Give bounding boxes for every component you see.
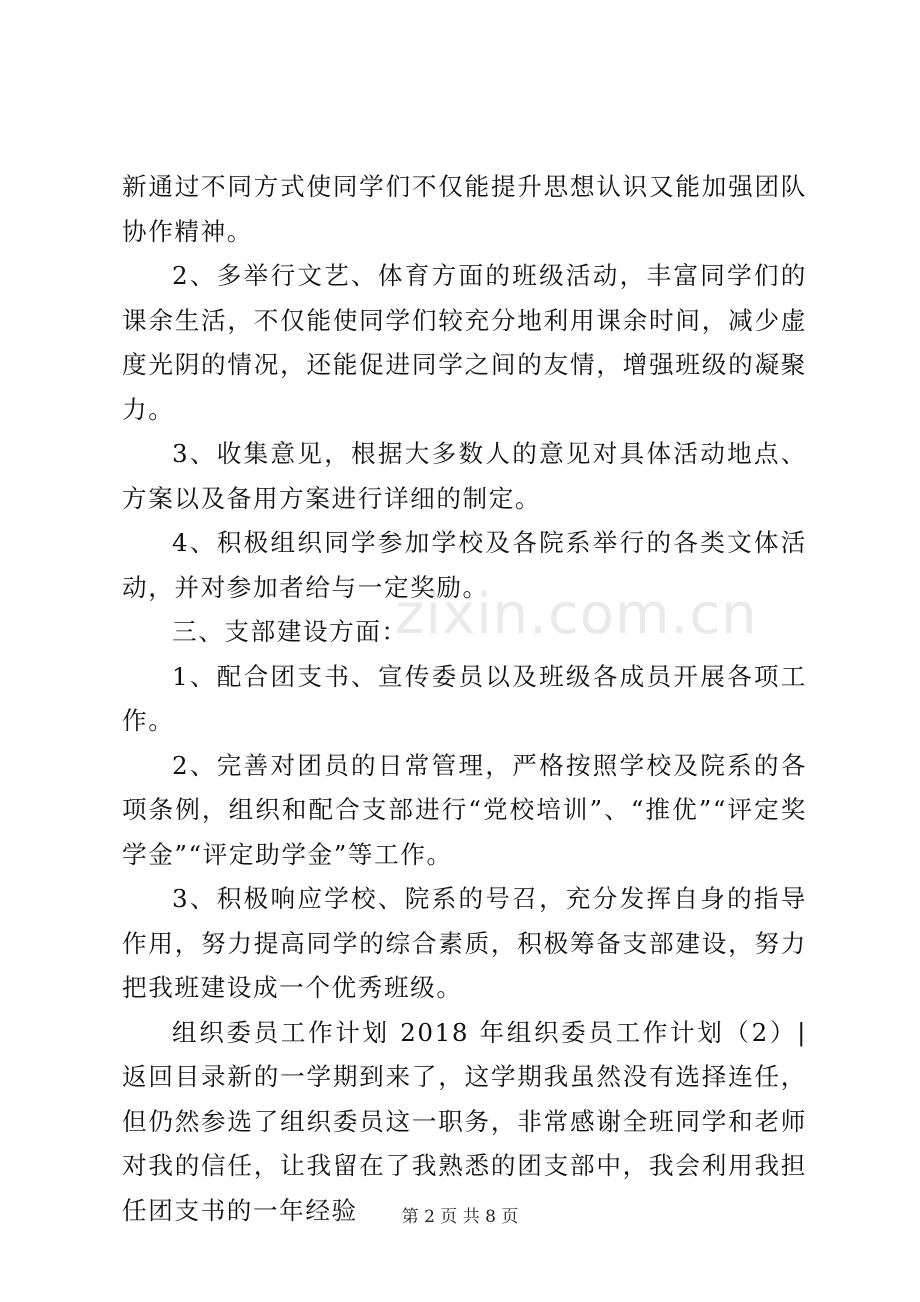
- page-number-footer: 第 2 页 共 8 页: [401, 1207, 519, 1227]
- paragraph-2: 2、多举行文艺、体育方面的班级活动，丰富同学们的课余生活，不仅能使同学们较充分地利用课余时间，减少虚度光阴的情况，还能促进同学之间的友情，增强班级的凝聚力。: [122, 261, 807, 424]
- paragraph-3: 3、收集意见，根据大多数人的意见对具体活动地点、方案以及备用方案进行详细的制定。: [122, 439, 807, 513]
- paragraph-4: 4、积极组织同学参加学校及各院系举行的各类文体活动，并对参加者给与一定奖励。: [122, 528, 807, 602]
- paragraph-8: 组织委员工作计划 2018 年组织委员工作计划（2）|返回目录新的一学期到来了，这学期我虽然没有选择连任，但仍然参选了组织委员这一职务，非常感谢全班同学和老师对我的信任，让我留在了我熟悉的团支部中，我会利用我担任团支书的一年经验: [122, 1017, 807, 1225]
- paragraph-5: 1、配合团支书、宣传委员以及班级各成员开展各项工作。: [122, 661, 807, 735]
- paragraph-7: 3、积极响应学校、院系的号召，充分发挥自身的指导作用，努力提高同学的综合素质，积极筹备支部建设，努力把我班建设成一个优秀班级。: [122, 884, 807, 1002]
- document-body: [122, 165, 807, 1233]
- paragraph-6: 2、完善对团员的日常管理，严格按照学校及院系的各项条例，组织和配合支部进行“党校培训”、“推优”“评定奖学金”“评定助学金”等工作。: [122, 750, 807, 869]
- paragraph-1: 新通过不同方式使同学们不仅能提升思想认识又能加强团队协作精神。: [122, 172, 807, 246]
- watermark: zixin.com.cn: [395, 582, 758, 647]
- section-heading: 三、支部建设方面：: [172, 617, 408, 646]
